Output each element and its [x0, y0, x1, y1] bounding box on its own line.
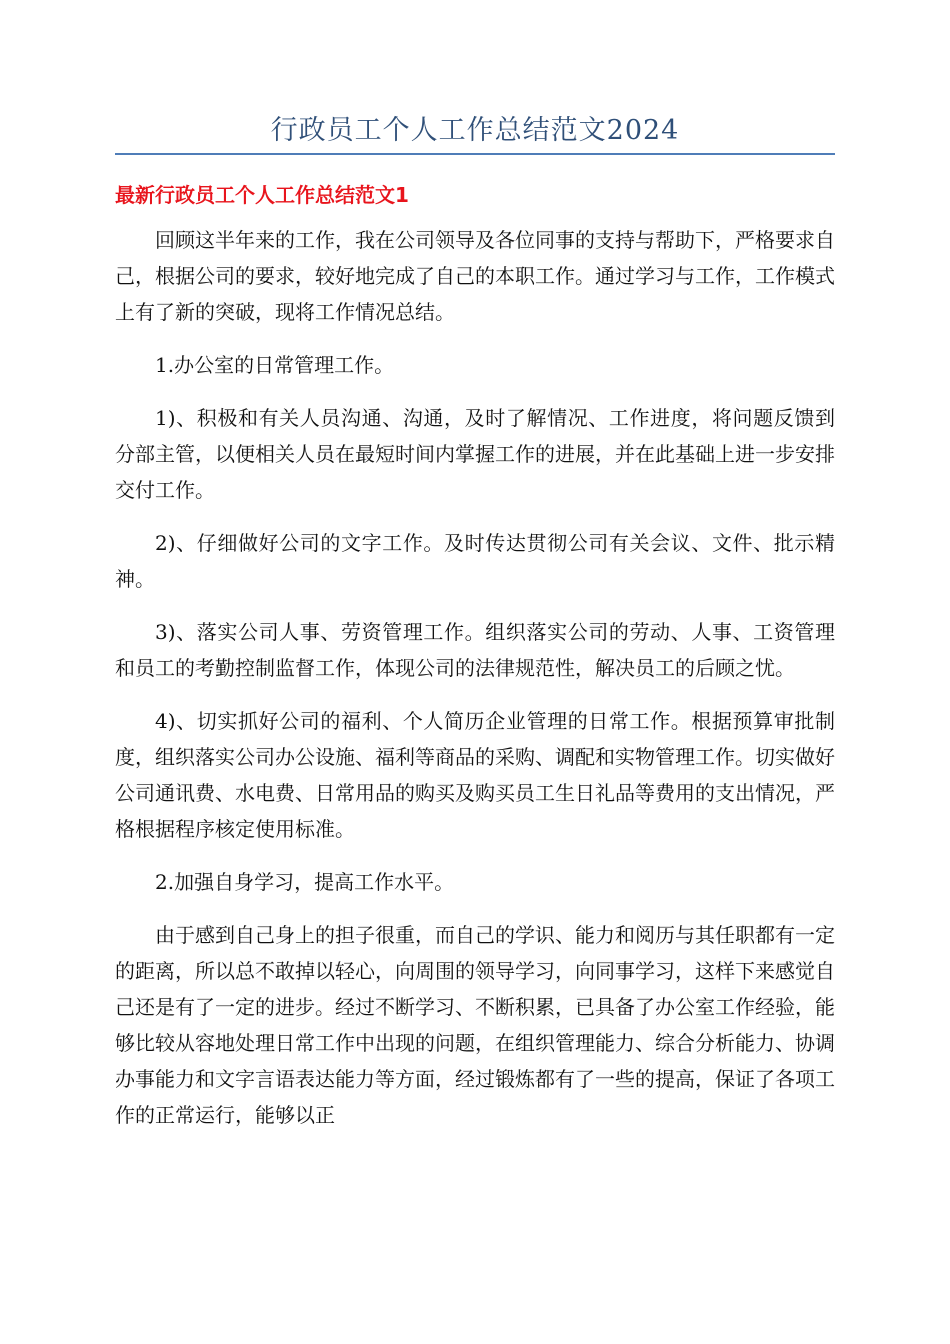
title-divider: [115, 153, 835, 155]
paragraph-item-1-1: 1)、积极和有关人员沟通、沟通，及时了解情况、工作进度，将问题反馈到分部主管，以便相关人员在最短时间内掌握工作的进展，并在此基础上进一步安排交付工作。: [115, 406, 835, 502]
paragraph-learning: 由于感到自己身上的担子很重，而自己的学识、能力和阅历与其任职都有一定的距离，所以总不敢掉以轻心，向周围的领导学习，向同事学习，这样下来感觉自己还是有了一定的进步。经过不断学习、不断积累，已具备了办公室工作经验，能够比较从容地处理日常工作中出现的问题，在组织管理能力、综合分析能力、协调办事能力和文字言语表达能力等方面，经过锻炼都有了一些的提高，保证了各项工作的正常运行，能够以正: [115, 923, 835, 1127]
document-title: 行政员工个人工作总结范文2024: [270, 115, 680, 146]
paragraph-item-1-2: 2)、仔细做好公司的文字工作。及时传达贯彻公司有关会议、文件、批示精神。: [115, 531, 835, 591]
paragraph-item-2: 2.加强自身学习，提高工作水平。: [155, 870, 455, 894]
paragraph-intro: 回顾这半年来的工作，我在公司领导及各位同事的支持与帮助下，严格要求自己，根据公司的要求，较好地完成了自己的本职工作。通过学习与工作，工作模式上有了新的突破，现将工作情况总结。: [115, 228, 835, 324]
paragraph-item-1: 1.办公室的日常管理工作。: [155, 353, 395, 377]
section-heading: 最新行政员工个人工作总结范文1: [115, 183, 409, 207]
paragraph-item-1-3: 3)、落实公司人事、劳资管理工作。组织落实公司的劳动、人事、工资管理和员工的考勤控制监督工作，体现公司的法律规范性，解决员工的后顾之忧。: [115, 620, 835, 680]
paragraph-item-1-4: 4)、切实抓好公司的福利、个人简历企业管理的日常工作。根据预算审批制度，组织落实公司办公设施、福利等商品的采购、调配和实物管理工作。切实做好公司通讯费、水电费、日常用品的购买及购买员工生日礼品等费用的支出情况，严格根据程序核定使用标准。: [115, 709, 835, 841]
document-body: [115, 222, 835, 1150]
